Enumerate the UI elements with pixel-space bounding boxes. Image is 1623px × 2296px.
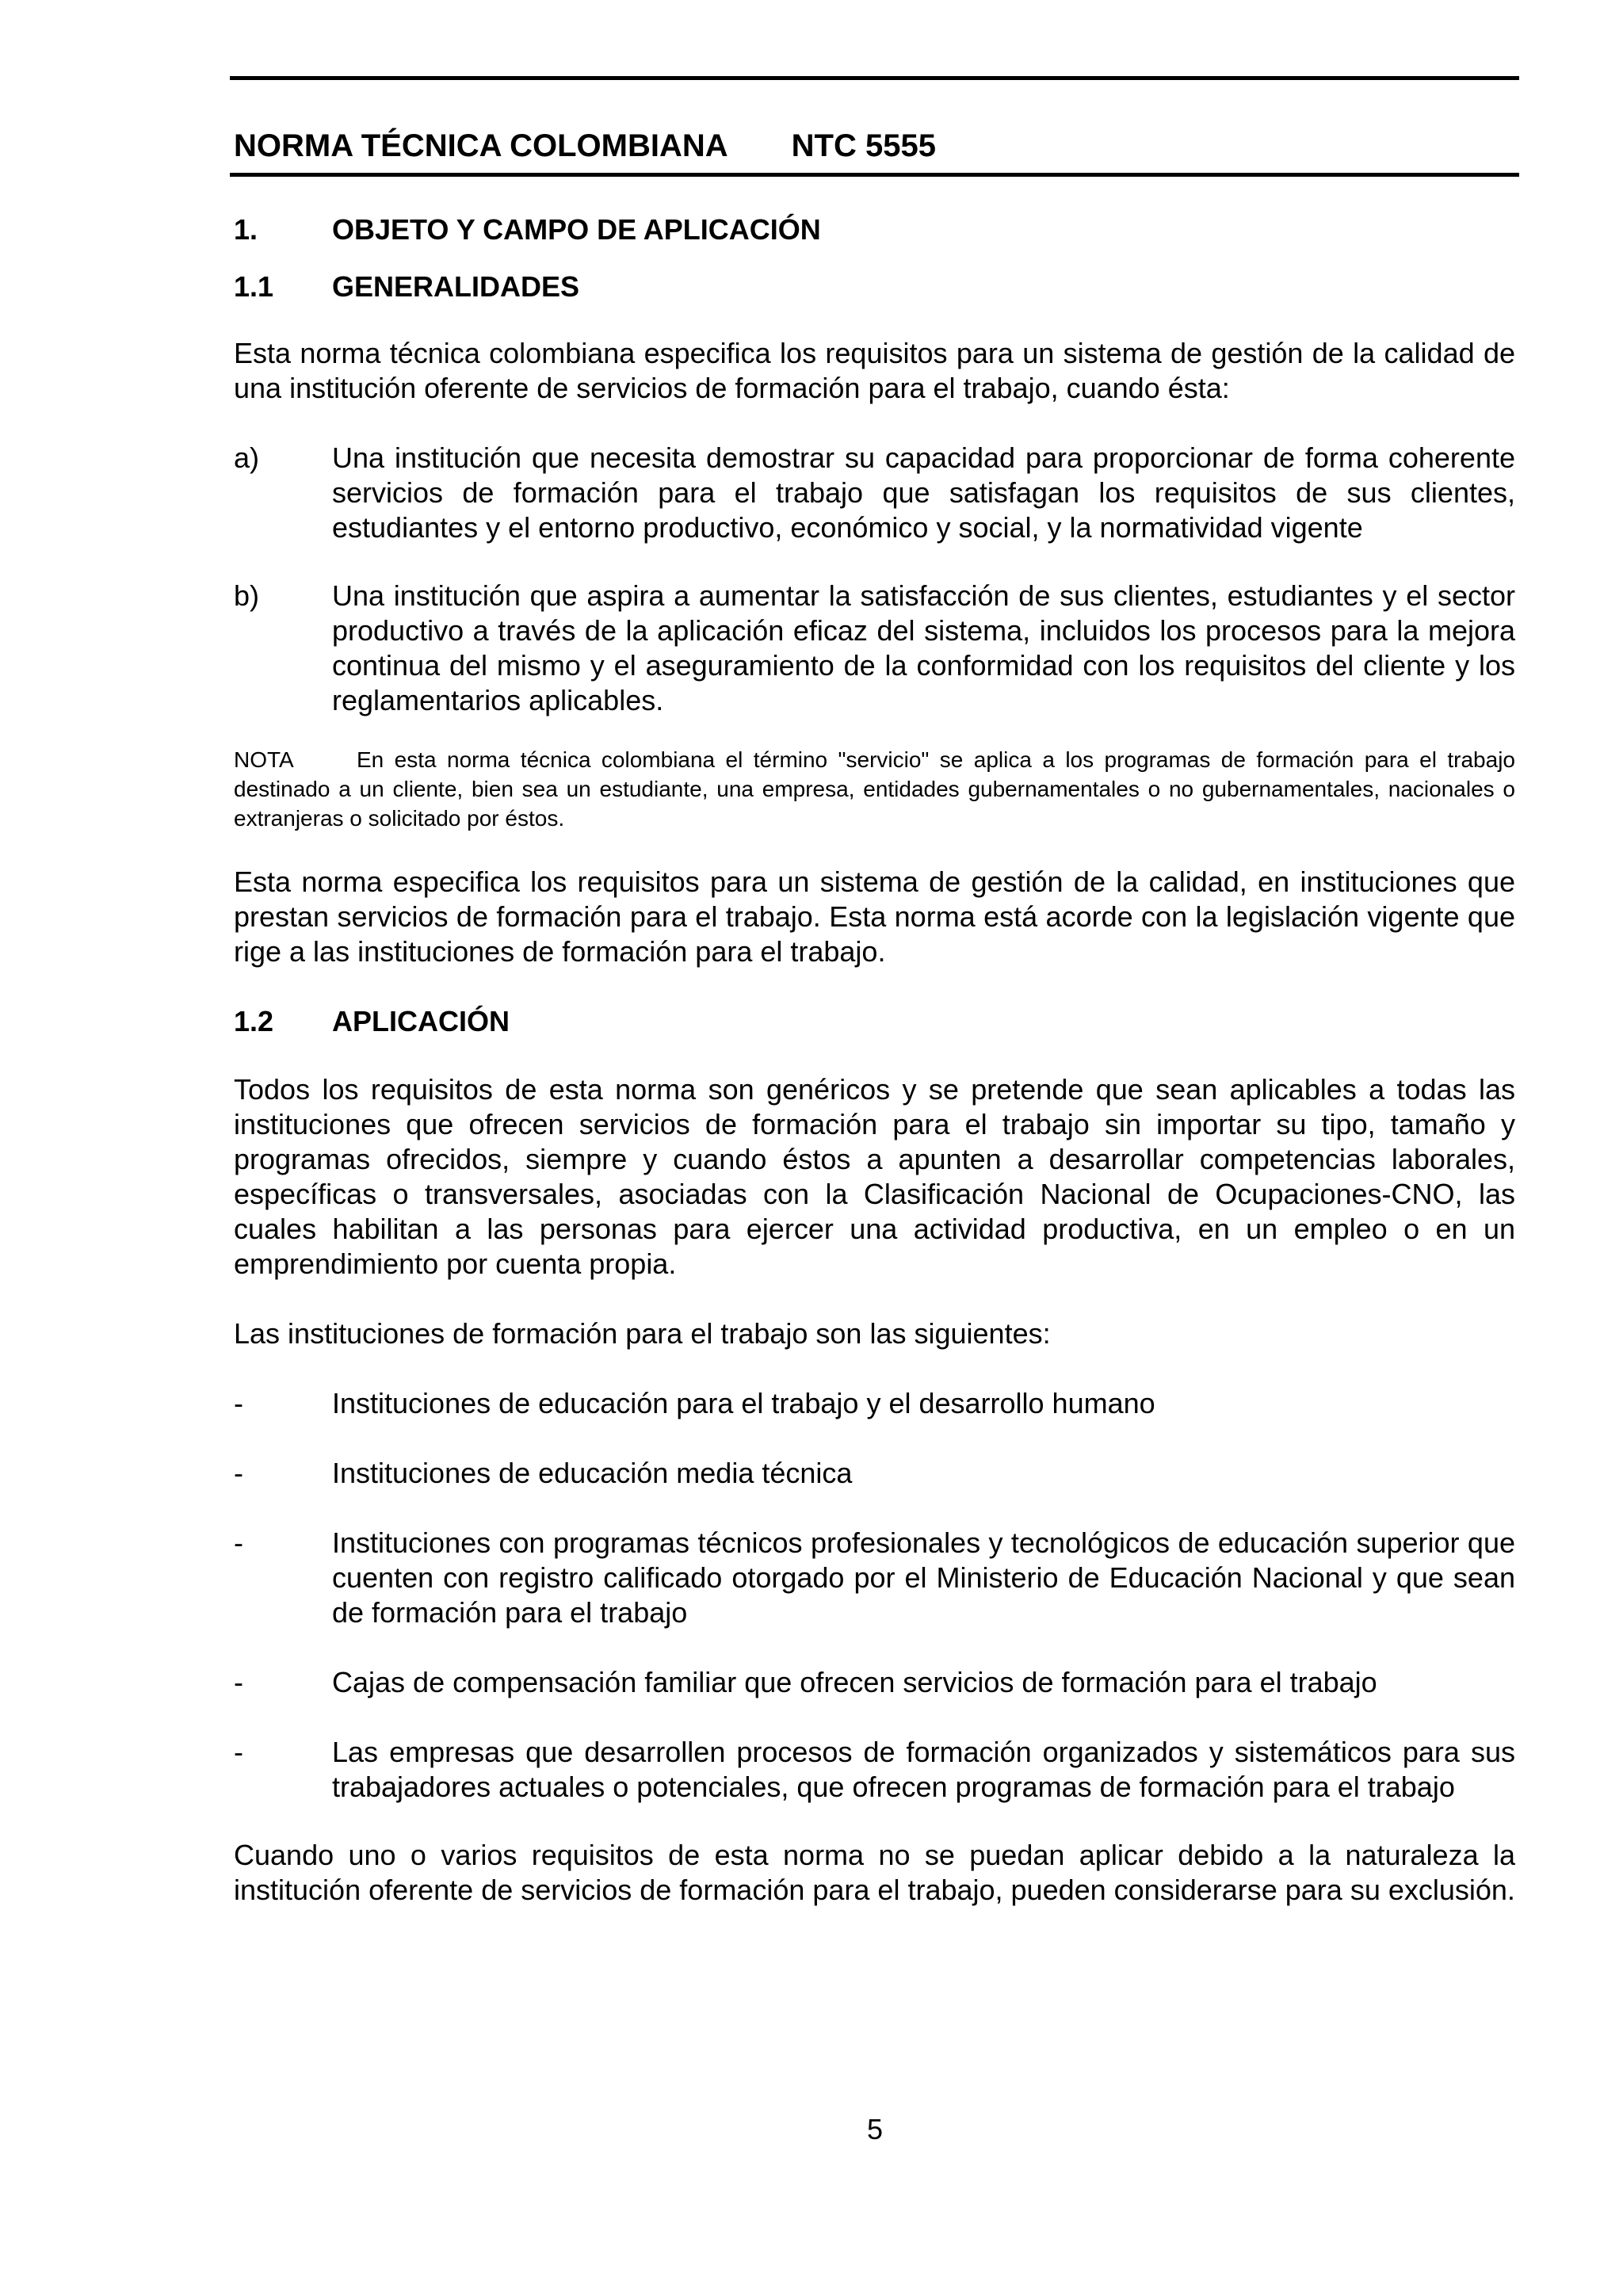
list-marker: -: [234, 1666, 243, 1698]
generalidades-closing: Esta norma especifica los requisitos para un sistema de gestión de la calidad, en instituciones que prestan servicios de formación para el trabajo. Esta norma está acorde con la legislación vigente que rige a las instituciones de formación para el trabajo.: [234, 865, 1515, 968]
document-header: [234, 127, 936, 165]
aplicacion-closing: Cuando uno o varios requisitos de esta norma no se puedan aplicar debido a la naturaleza la institución oferente de servicios de formación para el trabajo, pueden considerarse para su exclusión.: [234, 1839, 1515, 1906]
section-title: APLICACIÓN: [332, 1005, 510, 1037]
institution-list-item: [234, 1735, 1515, 1805]
list-marker: -: [234, 1736, 243, 1768]
institution-list-item: [234, 1456, 1515, 1491]
document-body: [234, 212, 1515, 1908]
generalidades-intro: Esta norma técnica colombiana especifica los requisitos para un sistema de gestión de la calidad de una institución oferente de servicios de formación para el trabajo, cuando ésta:: [234, 337, 1515, 404]
aplicacion-paragraph-2: Las instituciones de formación para el trabajo son las siguientes:: [234, 1317, 1051, 1350]
list-item-text: Instituciones de educación media técnica: [332, 1457, 853, 1489]
section-1-heading: [234, 212, 1515, 247]
list-marker: -: [234, 1457, 243, 1489]
header-title: NORMA TÉCNICA COLOMBIANA: [234, 128, 728, 163]
section-number: 1.2: [234, 1005, 274, 1037]
note-label: NOTA: [234, 747, 294, 772]
list-item-text: Cajas de compensación familiar que ofrecen servicios de formación para el trabajo: [332, 1666, 1377, 1698]
list-item-text: Instituciones de educación para el trabajo y el desarrollo humano: [332, 1387, 1155, 1419]
header-top-rule: [230, 76, 1519, 80]
section-number: 1.1: [234, 270, 274, 303]
header-code: NTC 5555: [791, 128, 936, 163]
aplicacion-paragraph-1: Todos los requisitos de esta norma son genéricos y se pretende que sean aplicables a todas las instituciones que ofrecen servicios de formación para el trabajo sin importar su tipo, tamaño y programas ofrecidos, siempre y cuando éstos a apunten a desarrollar competencias laborales, específicas o transversales, asociadas con la Clasificación Nacional de Ocupaciones-CNO, las cuales habilitan a las personas para ejercer una actividad productiva, en un empleo o en un emprendimiento por cuenta propia.: [234, 1073, 1515, 1280]
list-marker: a): [234, 441, 260, 474]
section-number: 1.: [234, 213, 258, 246]
list-marker: -: [234, 1387, 243, 1419]
note: [234, 745, 1515, 833]
institution-list-item: [234, 1665, 1515, 1700]
section-title: OBJETO Y CAMPO DE APLICACIÓN: [332, 213, 821, 246]
list-item-text: Una institución que aspira a aumentar la satisfacción de sus clientes, estudiantes y el sector productivo a través de la aplicación eficaz del sistema, incluidos los procesos para la mejora continua del mismo y el aseguramiento de la conformidad con los requisitos del cliente y los reglamentarios aplicables.: [332, 579, 1515, 716]
header-bottom-rule: [230, 173, 1519, 177]
note-text: En esta norma técnica colombiana el término "servicio" se aplica a los programas de formación para el trabajo destinado a un cliente, bien sea un estudiante, una empresa, entidades gubernamentales o no gubernamentales, nacionales o extranjeras o solicitado por éstos.: [234, 747, 1515, 831]
list-marker: b): [234, 579, 260, 612]
section-1-1-heading: [234, 269, 1515, 304]
list-item-text: Las empresas que desarrollen procesos de formación organizados y sistemáticos para sus trabajadores actuales o potenciales, que ofrecen programas de formación para el trabajo: [332, 1736, 1515, 1803]
list-item-text: Una institución que necesita demostrar su capacidad para proporcionar de forma coherente servicios de formación para el trabajo que satisfagan los requisitos de sus clientes, estudiantes y el entorno productivo, económico y social, y la normatividad vigente: [332, 441, 1515, 544]
list-item-b: [234, 579, 1515, 718]
page-number: 5: [866, 2113, 884, 2145]
list-item-text: Instituciones con programas técnicos profesionales y tecnológicos de educación superior que cuenten con registro calificado otorgado por el Ministerio de Educación Nacional y que sean de formación para el trabajo: [332, 1526, 1515, 1629]
list-marker: -: [234, 1526, 243, 1559]
institution-list-item: [234, 1526, 1515, 1630]
section-1-2-heading: [234, 1004, 1515, 1039]
list-item-a: [234, 441, 1515, 545]
section-title: GENERALIDADES: [332, 270, 580, 303]
institution-list-item: [234, 1386, 1515, 1421]
